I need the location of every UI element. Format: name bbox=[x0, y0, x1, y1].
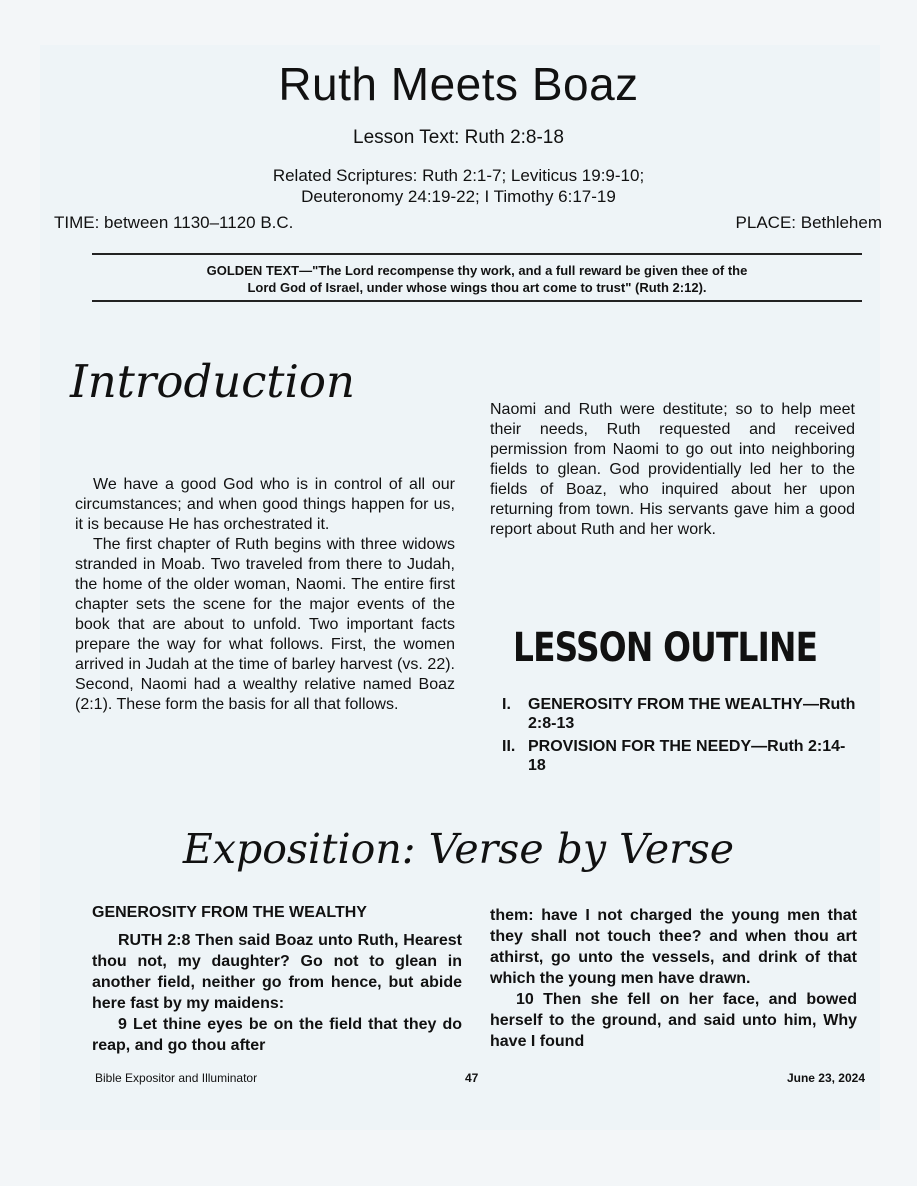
related-scriptures bbox=[0, 165, 917, 207]
golden-text-line-1: GOLDEN TEXT—"The Lord recompense thy work, and a full reward be given thee of the bbox=[206, 263, 748, 278]
intro-paragraph-1: We have a good God who is in control of all our circumstances; and when good things happen for us, it is because He has orchestrated it. bbox=[75, 476, 455, 533]
lesson-outline-list bbox=[502, 695, 862, 779]
lesson-title: Ruth Meets Boaz bbox=[278, 58, 639, 110]
verse-left-column bbox=[92, 930, 462, 1056]
lesson-text: Lesson Text: Ruth 2:8-18 bbox=[353, 127, 564, 148]
related-line-1: Related Scriptures: Ruth 2:1-7; Leviticus 19:9-10; bbox=[272, 166, 645, 185]
top-rule bbox=[92, 253, 862, 255]
introduction-right-column bbox=[490, 400, 855, 540]
outline-item bbox=[502, 737, 862, 775]
outline-item bbox=[502, 695, 862, 733]
verse-10: 10 Then she fell on her face, and bowed herself to the ground, and said unto him, Why have I found bbox=[490, 991, 857, 1050]
outline-item-number: I. bbox=[502, 696, 511, 713]
section-heading: GENEROSITY FROM THE WEALTHY bbox=[92, 904, 367, 921]
outline-item-text: GENEROSITY FROM THE WEALTHY—Ruth 2:8-13 bbox=[528, 696, 856, 732]
verse-right-column bbox=[490, 905, 857, 1052]
golden-text bbox=[92, 262, 862, 296]
footer-page-number: 47 bbox=[465, 1071, 479, 1085]
verse-9-end: them: have I not charged the young men that they shall not touch thee? and when thou art athirst, go unto the vessels, and drink of that which the young men have drawn. bbox=[490, 907, 857, 987]
verse-8: RUTH 2:8 Then said Boaz unto Ruth, Hearest thou not, my daughter? Go not to glean in another field, neither go from hence, but abide here fast by my maidens: bbox=[92, 932, 462, 1012]
exposition-heading: Exposition: Verse by Verse bbox=[182, 825, 735, 873]
lesson-outline-heading: LESSON OUTLINE bbox=[513, 625, 818, 671]
related-line-2: Deuteronomy 24:19-22; I Timothy 6:17-19 bbox=[301, 187, 616, 206]
golden-text-line-2: Lord God of Israel, under whose wings thou art come to trust" (Ruth 2:12). bbox=[247, 280, 707, 295]
outline-item-number: II. bbox=[502, 738, 516, 755]
verse-9-start: 9 Let thine eyes be on the field that they do reap, and go thou after bbox=[92, 1016, 462, 1054]
bottom-rule bbox=[92, 300, 862, 302]
footer-date: June 23, 2024 bbox=[786, 1071, 865, 1085]
introduction-heading: Introduction bbox=[70, 355, 355, 408]
place-label: PLACE: Bethlehem bbox=[735, 213, 882, 232]
time-label: TIME: between 1130–1120 B.C. bbox=[54, 213, 294, 232]
intro-paragraph-3: Naomi and Ruth were destitute; so to help meet their needs, Ruth requested and received permission from Naomi to go out into neighboring fields to glean. God providentially led her to the fields of Boaz, who inquired about her upon returning from town. His servants gave him a good report about Ruth and her work. bbox=[490, 401, 855, 538]
footer-publication: Bible Expositor and Illuminator bbox=[95, 1071, 258, 1085]
intro-paragraph-2: The first chapter of Ruth begins with three widows stranded in Moab. Two traveled from there to Judah, the home of the older woman, Naomi. The entire first chapter sets the scene for the major events of the book that are about to unfold. Two important facts prepare the way for what follows. First, the women arrived in Judah at the time of barley harvest (vs. 22). Second, Naomi had a wealthy relative named Boaz (2:1). These form the basis for all that follows. bbox=[75, 536, 455, 713]
introduction-left-column bbox=[75, 475, 455, 715]
outline-item-text: PROVISION FOR THE NEEDY—Ruth 2:14-18 bbox=[528, 738, 846, 774]
